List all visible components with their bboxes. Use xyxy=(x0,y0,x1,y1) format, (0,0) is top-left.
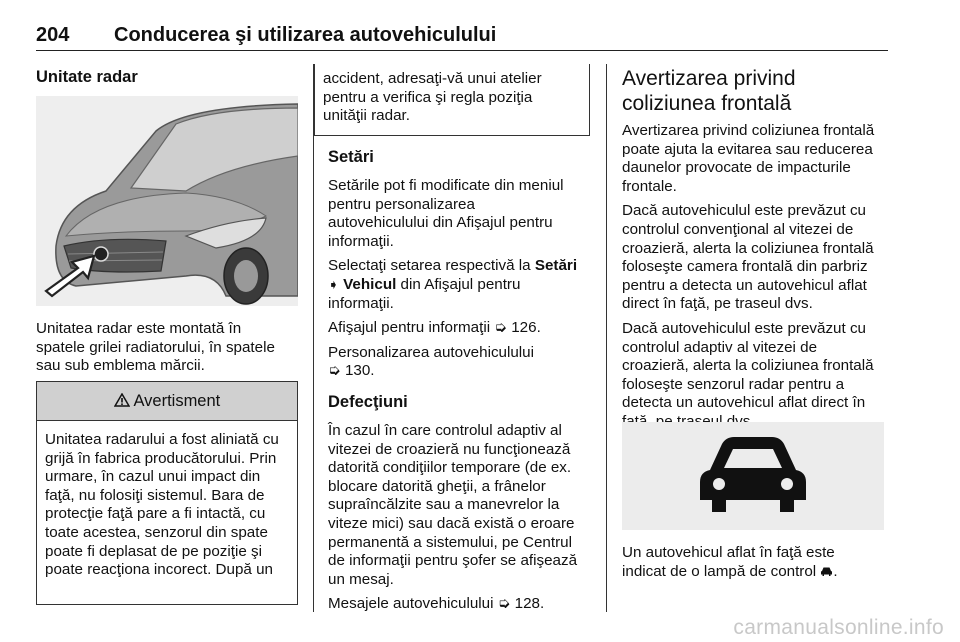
text-span: din Afişajul pentru xyxy=(396,275,521,293)
text-line: foloseşte camera frontală din parbriz xyxy=(622,258,868,276)
text-line: Setările pot fi modificate din meniul xyxy=(328,177,564,194)
text-line: accident, adresaţi-vă unui atelier xyxy=(323,70,542,87)
setari-section xyxy=(328,148,596,614)
text-line: controlul adaptiv al vitezei de xyxy=(622,338,818,356)
warning-box-continued xyxy=(314,64,590,136)
section-heading-radar: Unitate radar xyxy=(36,68,138,86)
text-span: Selectaţi setarea respectivă la xyxy=(328,257,535,275)
text-line: urmare, în cazul unui impact din xyxy=(45,468,261,486)
page-number: 204 xyxy=(36,24,70,46)
text-line: Unitatea radarului a fost aliniată cu xyxy=(45,431,279,448)
column-3 xyxy=(622,64,888,624)
warning-header xyxy=(37,382,297,421)
text-line: vitezei de croazieră nu funcţionează xyxy=(328,440,571,458)
text-line: autovehiculului din Afişajul pentru xyxy=(328,214,553,232)
warning-body xyxy=(37,421,297,580)
text-line: croazieră, alerta la coliziunea frontală xyxy=(622,357,874,375)
collision-text xyxy=(622,122,890,432)
column-1 xyxy=(36,64,298,624)
text-line: Dacă autovehiculul este prevăzut cu xyxy=(622,319,866,337)
text-line: foloseşte senzorul radar pentru a xyxy=(622,375,845,393)
text-line: poate ajuta la evitarea sau reducerea xyxy=(622,140,873,158)
text-line: spatele grilei radiatorului, în spatele xyxy=(36,338,275,356)
text-line xyxy=(328,257,596,276)
text-line: sau sub emblema mărcii. xyxy=(36,357,205,375)
page-title: Conducerea şi utilizarea autovehiculului xyxy=(114,24,497,46)
text-line: informaţii. xyxy=(328,232,394,250)
text-line: controlul convenţional al vitezei de xyxy=(622,220,854,238)
text-line xyxy=(328,276,596,295)
text-line: croazieră, alerta la coliziunea frontală xyxy=(622,239,874,257)
text-line: direct în faţă, pe traseul dvs. xyxy=(622,295,813,313)
text-line: Unitatea radar este montată în xyxy=(36,320,242,337)
watermark: carmanualsonline.info xyxy=(733,616,944,639)
menu-path-vehicul: Vehicul xyxy=(343,275,397,293)
arrow-right-icon: ➧ xyxy=(328,276,339,292)
text-line: Un autovehicul aflat în faţă este xyxy=(622,544,835,561)
cross-reference: Mesajele autovehiculului ➭ 128. xyxy=(328,595,545,613)
text-line: detecta un autovehicul aflat direct în xyxy=(622,394,866,412)
text-span: indicat de o lampă de control xyxy=(622,562,821,580)
text-line: pentru a detecta un autovehicul aflat xyxy=(622,276,867,294)
text-line: În cazul în care controlul adaptiv al xyxy=(328,421,562,439)
column-divider xyxy=(606,64,607,612)
text-line: frontale. xyxy=(622,177,677,195)
text-line: Personalizarea autovehiculului xyxy=(328,343,535,361)
vehicle-ahead-small-icon xyxy=(820,563,833,580)
text-line: toate acestea, senzorul din spate xyxy=(45,523,268,541)
page-header xyxy=(36,10,888,51)
text-line: faţă, nu folosiţi sistemul. Bara de xyxy=(45,486,265,504)
text-line: Avertizarea privind coliziunea frontală xyxy=(622,122,875,139)
text-line: viteze mici) sau dacă există o eroare xyxy=(328,514,575,532)
text-line: grijă în fabrica producătorului. Prin xyxy=(45,449,277,467)
vehicle-ahead-lamp-panel xyxy=(622,422,884,530)
text-line: protecţie faţă pare a fi intactă, cu xyxy=(45,505,266,523)
text-line: de informaţii pentru şofer se afişează xyxy=(328,552,578,570)
column-divider xyxy=(313,64,314,612)
text-span: . xyxy=(833,562,838,580)
radar-caption xyxy=(36,320,298,376)
cross-reference: Afişajul pentru informaţii ➭ 126. xyxy=(328,319,541,337)
warning-triangle-icon xyxy=(114,392,134,410)
text-line: pentru a verifica şi regla poziţia xyxy=(323,88,533,106)
text-line: unităţii radar. xyxy=(323,107,410,125)
text-line: blocare datorită gheţii, a frânelor xyxy=(328,477,546,495)
section-heading-defectiuni: Defecţiuni xyxy=(328,392,408,411)
section-heading-collision xyxy=(622,66,796,116)
heading-line: coliziunea frontală xyxy=(622,92,792,115)
heading-line: Avertizarea privind xyxy=(622,67,796,90)
text-line: poate fi deplasat de pe poziţie şi xyxy=(45,542,262,560)
text-line: un mesaj. xyxy=(328,570,394,588)
text-line: daunelor provocate de impacturile xyxy=(622,159,851,177)
text-line: Dacă autovehiculul este prevăzut cu xyxy=(622,202,866,220)
text-line: informaţii. xyxy=(328,294,394,312)
text-line: supraîncălzite sau a manevrelor la xyxy=(328,496,560,514)
warning-title: Avertisment xyxy=(133,392,221,410)
cross-reference: ➭ 130. xyxy=(328,362,375,380)
section-heading-setari: Setări xyxy=(328,148,374,166)
text-line xyxy=(622,563,890,582)
car-radar-illustration xyxy=(36,96,298,306)
vehicle-ahead-icon xyxy=(622,422,884,530)
text-line: pentru personalizarea xyxy=(328,195,475,213)
column-2 xyxy=(316,64,596,624)
text-line: permanentă a sistemului, pe Centrul xyxy=(328,533,572,551)
text-line: datorită condiţiilor temporare (de ex. xyxy=(328,459,572,477)
lamp-caption xyxy=(622,544,890,581)
warning-box xyxy=(36,381,298,605)
text-line: poate reacţiona incorect. După un xyxy=(45,561,273,579)
menu-path-setari: Setări xyxy=(534,257,578,275)
